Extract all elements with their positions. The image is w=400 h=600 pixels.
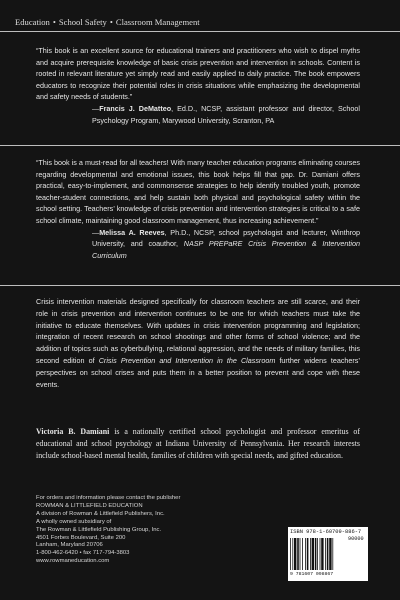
category-separator: • [52,17,56,27]
category-separator: • [109,17,113,27]
quote-1-name: Francis J. DeMatteo [99,103,172,113]
quote-2-book: NASP PREPaRE Crisis Prevention & Intervention Curriculum [92,239,360,260]
publisher-line: The Rowman & Littlefield Publishing Group, Inc. [36,526,162,533]
quote-2-attribution: —Melissa A. Reeves, Ph.D., NCSP, school psychologist and lecturer, Winthrop University, and coauthor, NASP PREPaRE Crisis Prevention & Intervention Curriculum [92,227,360,260]
quote-1-credentials: , Ed.D., NCSP, assistant professor and director, School Psychology Program, Marywood University, Scranton, PA [92,103,360,125]
publisher-line: Lanham, Maryland 20706 [36,542,103,549]
book-description: Crisis intervention materials designed specifically for classroom teachers are still scarce, and their role in crisis prevention and intervention continues to be one for which teachers must take the initiative to educate themselves. With updates in crisis intervention programming and legislation; integration of recent research on school shootings and other forms of school violence; and the addition of topics such as cyberbullying, relational aggression, and the needs of military families, this second edition of Crisis Prevention and Intervention in the Classroom further widens teachers’ perspectives on school crises and puts them in a better position to prevent and cope with these events. [36,297,361,389]
publisher-website: www.rowmaneducation.com [36,558,110,565]
publisher-line: For orders and information please contact the publisher [36,495,181,501]
publisher-info [36,495,236,566]
category-classroom-management: Classroom Management [115,17,200,27]
price-code: 90000 [348,536,364,542]
endorsement-quote-1 [36,45,360,126]
category-line [15,17,200,27]
quote-2-credentials: , Ph.D., NCSP, school psychologist and lecturer, Winthrop University, and coauthor, [92,227,360,249]
category-school-safety: School Safety [58,17,107,27]
quote-2-text: “This book is a must-read for all teachers! With many teacher education programs eliminating courses regarding developmental and emotional issues, this book helps fill that gap. Dr. Damiani offers practical, easy-to-implement, and commonsense strategies to help identify troubled youth, promote teacher-student connections, and help sustain both physical and psychological safety within the school setting. Teachers’ knowledge of crisis prevention and intervention strategies is critical to a safe school climate, maintaining good classroom management, thus increasing achievement.” [36,158,360,225]
quote-2-name: Melissa A. Reeves [99,227,165,237]
author-bio: Victoria B. Damiani is a nationally certified school psychologist and professor emeritus of educational and school psychology at Indiana University of Pennsylvania. Her research interests include school-based mental health, families of children with special needs, and gifted education. [36,427,360,460]
publisher-line: A wholly owned subsidiary of [36,518,112,525]
barcode-digits: 9 781607 098867 [290,572,334,577]
publisher-line: 4501 Forbes Boulevard, Suite 200 [36,534,126,541]
isbn-barcode [288,527,368,581]
publisher-line: ROWMAN & LITTLEFIELD EDUCATION [36,502,143,509]
barcode-bars-icon [290,538,346,572]
publisher-line: A division of Rowman & Littlefield Publishers, Inc. [36,510,165,517]
mid-rule-2 [0,285,400,286]
mid-rule-1 [0,145,400,146]
isbn-number: ISBN 978-1-60709-886-7 [290,529,362,535]
quote-1-text: “This book is an excellent source for educational trainers and practitioners who wish to dispel myths and acquire prerequisite knowledge of basic crisis prevention and intervention in schools. Content is rooted in relevant literature yet simply read and easily applied to daily practice. The book empowers educators to recognize their potential roles in crisis situations while emphasizing the developmental and safety needs of students.” [36,46,360,102]
author-name: Victoria B. Damiani [36,427,110,436]
publisher-line: 1-800-462-6420 • fax 717-794-3803 [36,550,130,557]
book-title: Crisis Prevention and Intervention in the Classroom [98,355,276,365]
endorsement-quote-2 [36,157,360,261]
quote-1-attribution: —Francis J. DeMatteo, Ed.D., NCSP, assistant professor and director, School Psychology Program, Marywood University, Scranton, PA [92,103,360,125]
top-rule [0,31,400,32]
category-education: Education [15,17,50,27]
